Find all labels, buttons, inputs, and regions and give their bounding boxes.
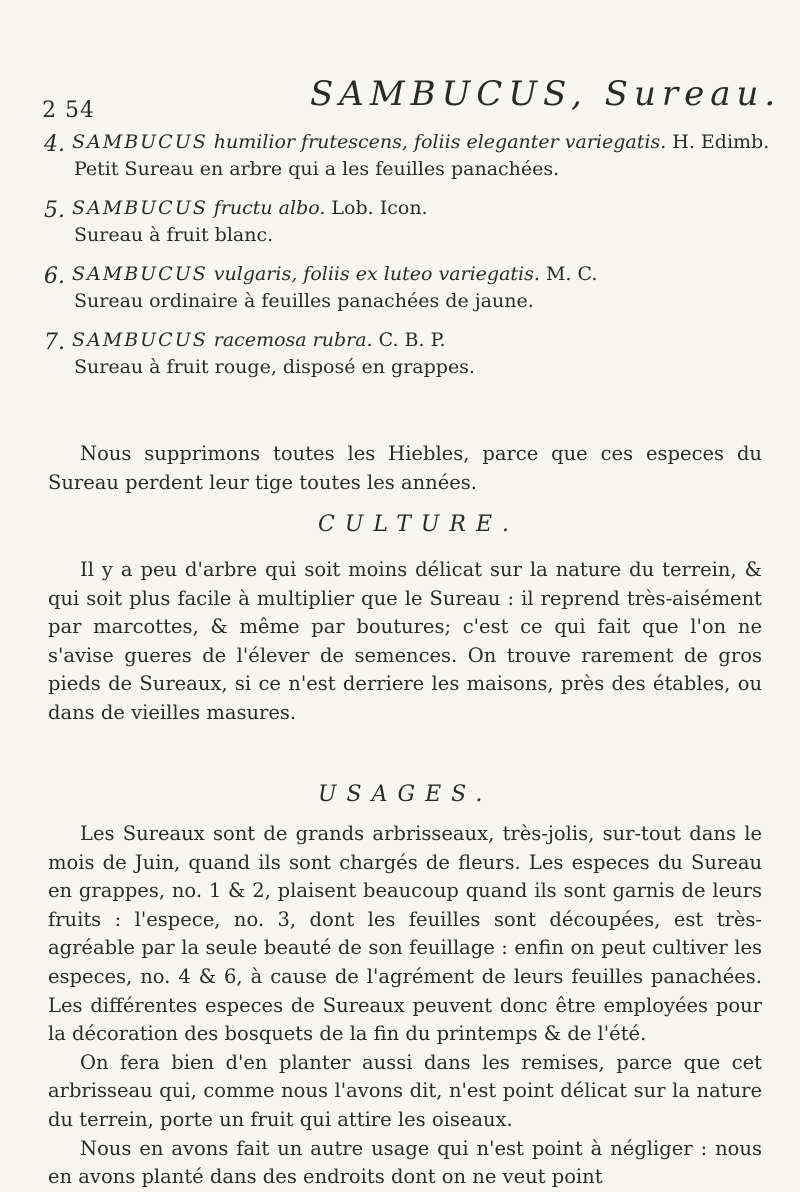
usages-text: [48, 820, 762, 1192]
species-entry: [42, 194, 762, 248]
authority: C. B. P.: [372, 329, 446, 351]
latin-genus: SAMBUCUS: [72, 131, 208, 153]
latin-name: [72, 194, 762, 222]
authority: M. C.: [539, 263, 598, 285]
latin-description: fructu albo.: [207, 197, 326, 219]
page-number: 2 54: [42, 98, 95, 123]
species-entry: [42, 128, 770, 182]
intro-paragraph: Nous supprimons toutes les Hiebles, parce que ces especes du Sureau perdent leur tige toutes les années.: [48, 442, 762, 494]
latin-name: [72, 128, 770, 156]
culture-paragraph: Il y a peu d'arbre qui soit moins délicat sur la nature du terrein, & qui soit plus facile à multiplier que le Sureau : il reprend très-aisément par marcottes, & même par boutures; c'est ce qui fait que l'on ne s'avise gueres de l'élever de semences. On trouve rarement de gros pieds de Sureaux, si ce n'est derriere les maisons, près des étables, ou dans de vieilles masures.: [48, 558, 762, 724]
latin-genus: SAMBUCUS: [72, 329, 208, 351]
latin-name: [72, 260, 762, 288]
entry-number: 6.: [44, 264, 65, 289]
species-entry: [42, 326, 762, 380]
french-name: Sureau à fruit rouge, disposé en grappes.: [74, 356, 475, 378]
authority: H. Edimb.: [666, 131, 770, 153]
french-name: Sureau à fruit blanc.: [74, 224, 274, 246]
entry-number: 5.: [44, 198, 65, 223]
usages-paragraph: Nous en avons fait un autre usage qui n'est point à négliger : nous en avons planté dans des endroits dont on ne veut point: [48, 1136, 762, 1189]
usages-paragraph: Les Sureaux sont de grands arbrisseaux, très-jolis, sur-tout dans le mois de Juin, quand ils sont chargés de fleurs. Les especes du Sureau en grappes, no. 1 & 2, plaisent beaucoup quand ils sont garnis de leurs fruits : l'espece, no. 3, dont les feuilles sont découpées, est très-agréable par la seule beauté de son feuillage : enfin on peut cultiver les especes, no. 4 & 6, à cause de l'agrément de leurs feuilles panachées. Les différentes especes de Sureaux peuvent donc être employées pour la décoration des bosquets de la fin du printemps & de l'été.: [48, 822, 762, 1046]
latin-genus: SAMBUCUS: [72, 197, 208, 219]
latin-description: racemosa rubra.: [207, 329, 373, 351]
entry-number: 4.: [44, 132, 65, 157]
latin-description: vulgaris, foliis ex luteo variegatis.: [207, 263, 540, 285]
french-name: Petit Sureau en arbre qui a les feuilles panachées.: [74, 158, 560, 180]
species-list: [42, 128, 770, 392]
latin-name: [72, 326, 762, 354]
running-head: SAMBUCUS, Sureau.: [310, 74, 782, 114]
species-entry: [42, 260, 762, 314]
usages-paragraph: On fera bien d'en planter aussi dans les remises, parce que cet arbrisseau qui, comme nous l'avons dit, n'est point délicat sur la nature du terrein, porte un fruit qui attire les oiseaux.: [48, 1050, 762, 1131]
usages-heading: USAGES.: [318, 782, 493, 807]
latin-description: humilior frutescens, foliis eleganter variegatis.: [207, 131, 667, 153]
culture-heading: CULTURE.: [318, 512, 520, 537]
latin-genus: SAMBUCUS: [72, 263, 208, 285]
entry-number: 7.: [44, 330, 65, 355]
authority: Lob. Icon.: [325, 197, 428, 219]
french-name: Sureau ordinaire à feuilles panachées de jaune.: [74, 290, 534, 312]
